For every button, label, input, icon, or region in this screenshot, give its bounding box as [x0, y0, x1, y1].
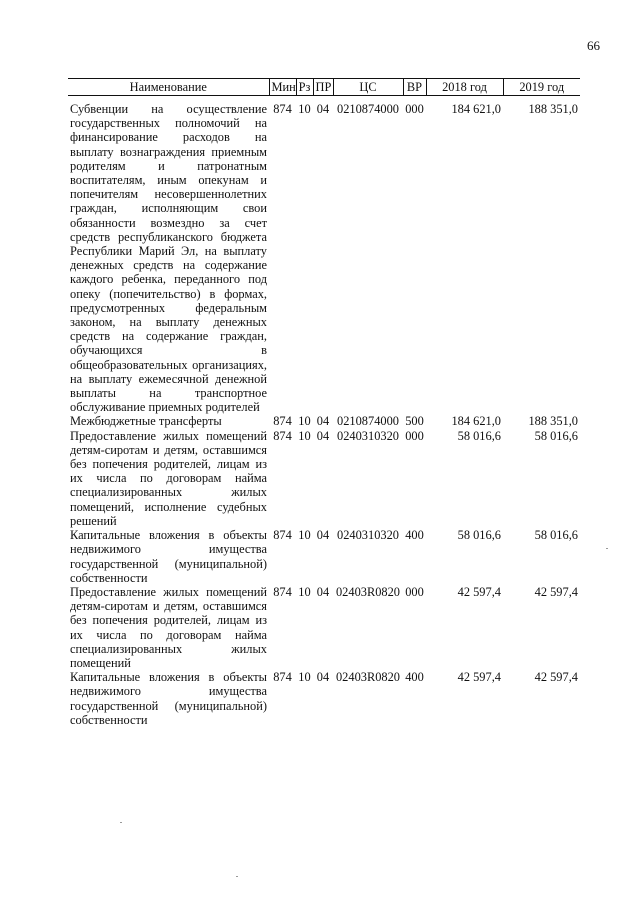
- row-cs: 0240310320: [337, 428, 399, 443]
- row-vr: 000: [405, 584, 424, 599]
- row-vr: 000: [405, 428, 424, 443]
- row-rz: 10: [298, 428, 311, 443]
- header-year-2019: 2019 год: [503, 79, 580, 96]
- row-name: Межбюджетные трансферты: [70, 414, 222, 429]
- scan-speck: [236, 876, 238, 877]
- row-cs: 0240310320: [337, 528, 399, 543]
- row-2019: 188 351,0: [528, 414, 578, 429]
- table-row: [68, 96, 580, 415]
- row-cs: 0210874000: [337, 414, 399, 429]
- table-row: [68, 670, 580, 727]
- row-2018: 58 016,6: [457, 528, 501, 543]
- row-2019: 42 597,4: [534, 584, 578, 599]
- row-rz: 10: [298, 584, 311, 599]
- scan-speck: [120, 822, 122, 823]
- row-min: 874: [273, 414, 292, 429]
- row-rz: 10: [298, 670, 311, 685]
- row-2019: 58 016,6: [534, 528, 578, 543]
- table-header-row: [68, 79, 580, 96]
- row-2019: 58 016,6: [534, 428, 578, 443]
- row-cs: 02403R0820: [335, 670, 401, 685]
- row-name: Предоставление жилых помещений детям-сиротам и детям, оставшимся без попечения родителей, лицам из их числа по договорам найма специализированных жилых помещений: [70, 584, 267, 670]
- row-pr: 04: [316, 428, 330, 443]
- row-2018: 58 016,6: [457, 428, 501, 443]
- budget-table: [68, 78, 580, 727]
- table-row: [68, 585, 580, 670]
- row-min: 874: [273, 528, 292, 543]
- row-min: 874: [273, 670, 292, 685]
- row-name: Предоставление жилых помещений детям-сиротам и детям, оставшимся без попечения родителей, лицам из их числа по договорам найма специализированных жилых помещений, исполнение судебных решений: [70, 428, 267, 528]
- row-rz: 10: [298, 102, 311, 116]
- row-2019: 188 351,0: [528, 102, 578, 116]
- header-vr: ВР: [403, 79, 426, 96]
- row-vr: 400: [405, 528, 424, 543]
- row-rz: 10: [298, 528, 311, 543]
- row-vr: 000: [405, 102, 424, 116]
- header-pr: ПР: [313, 79, 333, 96]
- row-pr: 04: [316, 584, 330, 599]
- table-row: [68, 414, 580, 428]
- header-name: Наименование: [68, 79, 269, 96]
- table-row: [68, 528, 580, 585]
- row-name: Капитальные вложения в объекты недвижимого имущества государственной (муниципальной) собственности: [70, 528, 267, 585]
- row-2018: 42 597,4: [457, 584, 501, 599]
- row-vr: 500: [405, 414, 424, 429]
- page-number: 66: [587, 38, 600, 53]
- scan-speck: [606, 548, 608, 549]
- header-year-2018: 2018 год: [426, 79, 503, 96]
- row-name: Субвенции на осуществление государственных полномочий на финансирование расходов на выплату вознаграждения приемным родителям и патронатным воспитателям, иным опекунам и попечителям несовершеннолетних граждан, исполняющим свои обязанности возмездно за счет средств республиканского бюджета Республики Марий Эл, на выплату денежных средств на содержание каждого ребенка, переданного под опеку (попечительство) в формах, предусмотренных федеральным законом, на выплату денежных средств на содержание граждан, обучающихся в общеобразовательных организациях, на выплату ежемесячной денежной выплаты на транспортное обслуживание приемных родителей: [70, 102, 267, 415]
- row-pr: 04: [316, 670, 330, 685]
- row-2018: 184 621,0: [451, 102, 501, 116]
- row-rz: 10: [298, 414, 311, 429]
- row-2018: 42 597,4: [457, 670, 501, 685]
- row-min: 874: [273, 102, 292, 116]
- row-pr: 04: [316, 102, 330, 116]
- row-cs: 02403R0820: [335, 584, 401, 599]
- row-min: 874: [273, 428, 292, 443]
- header-cs: ЦС: [333, 79, 403, 96]
- row-vr: 400: [405, 670, 424, 685]
- row-cs: 0210874000: [337, 102, 399, 116]
- row-2018: 184 621,0: [451, 414, 501, 429]
- row-name: Капитальные вложения в объекты недвижимого имущества государственной (муниципальной) собственности: [70, 670, 267, 727]
- row-pr: 04: [316, 528, 330, 543]
- header-min: Мин: [269, 79, 296, 96]
- table-row: [68, 429, 580, 528]
- header-rz: Рз: [296, 79, 313, 96]
- row-min: 874: [273, 584, 292, 599]
- row-pr: 04: [316, 414, 330, 429]
- row-2019: 42 597,4: [534, 670, 578, 685]
